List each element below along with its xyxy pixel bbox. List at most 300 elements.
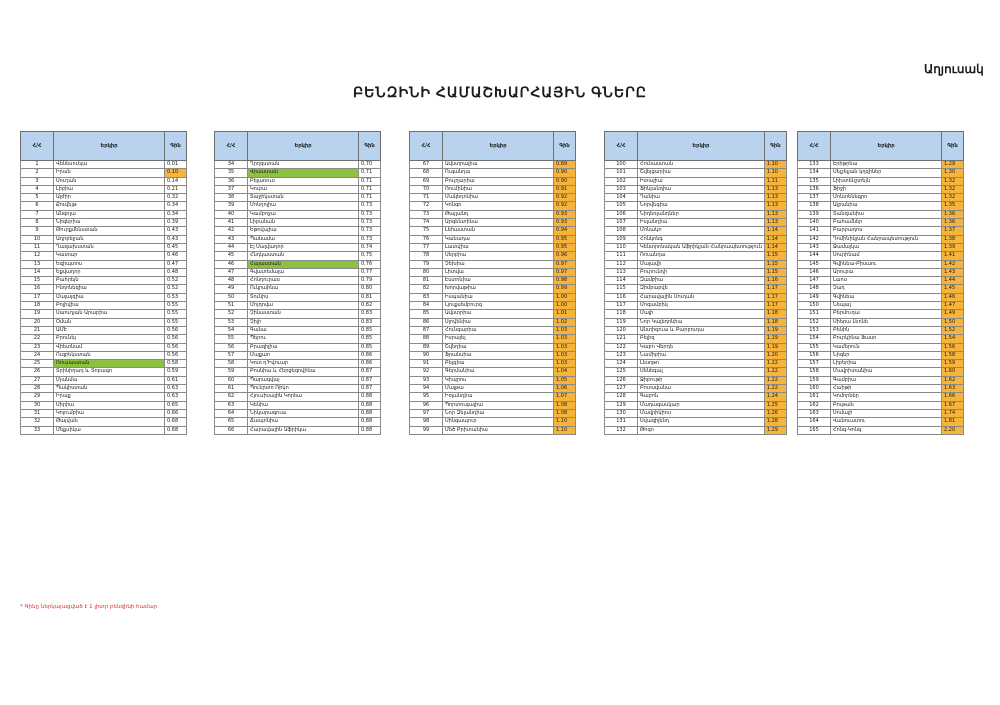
country-cell: Նամիբիա [638, 351, 765, 359]
price-cell: 0.71 [359, 194, 381, 202]
country-cell: Սինգապուր [443, 418, 554, 426]
table-row [215, 293, 381, 301]
price-cell: 1.17 [764, 302, 786, 310]
table-row [798, 343, 964, 351]
row-number: 159 [798, 376, 831, 384]
table-row [605, 277, 787, 285]
country-cell: Ֆրանսիա [443, 351, 554, 359]
country-cell: Չադ [831, 285, 942, 293]
country-cell: Սերբիա [443, 252, 554, 260]
price-cell: 0.80 [359, 285, 381, 293]
table-row [21, 235, 187, 243]
table-row [605, 161, 787, 169]
table-row [21, 385, 187, 393]
table-row [798, 335, 964, 343]
price-cell: 1.22 [764, 385, 786, 393]
country-cell: Սիրիա [54, 401, 165, 409]
table-row [798, 285, 964, 293]
price-cell: 1.54 [942, 335, 964, 343]
row-number: 32 [21, 418, 54, 426]
country-cell: Արուբա [831, 268, 942, 276]
country-cell: Բուրկինա Ֆասո [831, 335, 942, 343]
row-number: 33 [21, 426, 54, 434]
price-cell: 1.19 [764, 343, 786, 351]
row-number: 161 [798, 393, 831, 401]
row-number: 28 [21, 385, 54, 393]
price-cell: 0.55 [165, 310, 187, 318]
price-cell: 0.90 [554, 169, 576, 177]
price-cell: 0.73 [359, 210, 381, 218]
country-cell: Կոտ դ'Իվուար [248, 360, 359, 368]
price-cell: 1.30 [942, 169, 964, 177]
price-cell: 0.56 [165, 351, 187, 359]
price-cell: 0.88 [359, 409, 381, 417]
row-number: 103 [605, 185, 638, 193]
row-number: 2 [21, 169, 54, 177]
row-number: 42 [215, 227, 248, 235]
price-cell: 1.46 [942, 293, 964, 301]
table-row [410, 252, 576, 260]
country-cell: Հարավային Աֆրիկա [248, 426, 359, 434]
price-cell: 1.03 [554, 326, 576, 334]
row-number: 15 [21, 277, 54, 285]
price-cell: 1.67 [942, 401, 964, 409]
row-number: 66 [215, 426, 248, 434]
country-cell: Իսրայել [443, 335, 554, 343]
price-cell: 0.88 [359, 418, 381, 426]
row-number: 58 [215, 360, 248, 368]
country-cell: Սիերա Լեոնե [831, 318, 942, 326]
country-cell: Հարավային Սուդան [638, 293, 765, 301]
col-header-price: Գին [554, 132, 576, 161]
table-row [410, 335, 576, 343]
table-row [798, 318, 964, 326]
price-cell: 0.59 [165, 368, 187, 376]
country-cell: Հունաստան [638, 161, 765, 169]
table-row [798, 277, 964, 285]
country-cell: Չինաստան [248, 310, 359, 318]
row-number: 34 [215, 161, 248, 169]
table-row [798, 210, 964, 218]
price-cell: 0.52 [165, 277, 187, 285]
table-row [215, 343, 381, 351]
country-cell: Բոլիվիա [54, 302, 165, 310]
price-cell: 1.62 [942, 376, 964, 384]
row-number: 109 [605, 235, 638, 243]
col-header-number: Հ/Հ [410, 132, 443, 161]
row-number: 88 [410, 335, 443, 343]
row-number: 14 [21, 268, 54, 276]
row-number: 67 [410, 161, 443, 169]
row-number: 150 [798, 302, 831, 310]
country-cell: Վիետնամ [54, 343, 165, 351]
row-number: 93 [410, 376, 443, 384]
row-number: 115 [605, 285, 638, 293]
row-number: 111 [605, 252, 638, 260]
row-number: 85 [410, 310, 443, 318]
price-cell: 1.08 [554, 409, 576, 417]
country-cell: Շվեդիա [443, 343, 554, 351]
price-cell: 1.16 [764, 277, 786, 285]
row-number: 51 [215, 302, 248, 310]
price-cell: 1.03 [554, 351, 576, 359]
country-cell: Բենին [831, 326, 942, 334]
table-row [21, 351, 187, 359]
price-cell: 0.71 [359, 185, 381, 193]
price-cell: 0.94 [554, 227, 576, 235]
table-row [605, 351, 787, 359]
country-cell: Բուլղարիա [443, 177, 554, 185]
price-cell: 1.03 [554, 360, 576, 368]
country-cell: Գվատեմալա [248, 268, 359, 276]
price-cell: 1.56 [942, 343, 964, 351]
row-number: 19 [21, 310, 54, 318]
table-row [215, 252, 381, 260]
country-cell: Կամբոջա [248, 210, 359, 218]
country-cell: Լեսոթո [638, 360, 765, 368]
row-number: 133 [798, 161, 831, 169]
row-number: 165 [798, 426, 831, 434]
row-number: 101 [605, 169, 638, 177]
table-row [605, 235, 787, 243]
price-table-block [409, 131, 576, 435]
table-row [798, 252, 964, 260]
country-cell: Ռումինիա [443, 185, 554, 193]
table-row [798, 177, 964, 185]
row-number: 135 [798, 177, 831, 185]
table-header-row [605, 132, 787, 161]
table-row [215, 227, 381, 235]
country-cell: Նիգերիա [54, 219, 165, 227]
country-cell: Լյուքսեմբուրգ [443, 302, 554, 310]
country-cell: Մեծ Բրիտանիա [443, 426, 554, 434]
table-row [605, 426, 787, 434]
country-cell: Մակեդոնիա [443, 194, 554, 202]
price-cell: 0.55 [165, 318, 187, 326]
country-cell: Մալայզիա [54, 293, 165, 301]
price-cell: 0.95 [554, 243, 576, 251]
country-cell: Մալթա [443, 385, 554, 393]
country-cell: Վենեսուելա [54, 161, 165, 169]
country-cell: Բելիզ [638, 335, 765, 343]
price-cell: 0.88 [359, 401, 381, 409]
country-cell: Մալավի [638, 260, 765, 268]
price-cell: 1.14 [764, 243, 786, 251]
country-cell: Նոր Զելանդիա [443, 409, 554, 417]
row-number: 105 [605, 202, 638, 210]
row-number: 46 [215, 260, 248, 268]
price-cell: 0.48 [165, 268, 187, 276]
country-cell: Մյանմա [54, 376, 165, 384]
price-cell: 1.41 [942, 252, 964, 260]
table-row [798, 310, 964, 318]
table-row [410, 243, 576, 251]
country-cell: Սվազիլենդ [638, 418, 765, 426]
row-number: 95 [410, 393, 443, 401]
row-number: 100 [605, 161, 638, 169]
row-number: 132 [605, 426, 638, 434]
row-number: 110 [605, 243, 638, 251]
country-cell: Եգիպտոս [54, 260, 165, 268]
price-cell: 0.85 [359, 326, 381, 334]
price-cell: 0.39 [165, 219, 187, 227]
country-cell: Գերմանիա [443, 368, 554, 376]
row-number: 138 [798, 202, 831, 210]
country-cell: Հաիթի [831, 385, 942, 393]
table-row [215, 268, 381, 276]
row-number: 145 [798, 260, 831, 268]
country-cell: Հնդկաստան [248, 252, 359, 260]
row-number: 76 [410, 235, 443, 243]
country-cell: Լիբիա [54, 185, 165, 193]
price-cell: 0.71 [359, 169, 381, 177]
price-cell: 0.89 [554, 161, 576, 169]
country-cell: Ուզբեկստան [54, 351, 165, 359]
table-row [21, 360, 187, 368]
table-row [410, 161, 576, 169]
table-row [605, 326, 787, 334]
row-number: 79 [410, 260, 443, 268]
table-row [21, 318, 187, 326]
country-cell: Կանադա [443, 235, 554, 243]
country-cell: Կիպրոս [443, 376, 554, 384]
table-row [21, 194, 187, 202]
table-row [605, 393, 787, 401]
table-row [605, 194, 787, 202]
row-number: 5 [21, 194, 54, 202]
table-row [605, 169, 787, 177]
table-row [21, 376, 187, 384]
price-cell: 1.14 [764, 227, 786, 235]
table-row [605, 177, 787, 185]
table-row [798, 393, 964, 401]
country-cell: Դանիա [638, 194, 765, 202]
table-row [798, 409, 964, 417]
country-cell: Խորվաթիա [443, 285, 554, 293]
row-number: 127 [605, 385, 638, 393]
row-number: 151 [798, 310, 831, 318]
country-cell: Լաոս [831, 277, 942, 285]
price-cell: 0.52 [165, 285, 187, 293]
country-cell: Տրինիդադ և Տոբագո [54, 368, 165, 376]
country-cell: Ֆինլանդիա [638, 185, 765, 193]
table-label: Աղյուսակ [924, 62, 984, 76]
table-row [21, 335, 187, 343]
row-number: 144 [798, 252, 831, 260]
table-row [215, 360, 381, 368]
row-number: 112 [605, 260, 638, 268]
table-row [410, 202, 576, 210]
table-row [215, 310, 381, 318]
table-row [215, 401, 381, 409]
price-cell: 1.22 [764, 368, 786, 376]
price-cell: 1.60 [942, 368, 964, 376]
table-row [21, 260, 187, 268]
row-number: 37 [215, 185, 248, 193]
country-cell: Անգոլա [54, 210, 165, 218]
price-cell: 1.32 [942, 185, 964, 193]
col-header-number: Հ/Հ [21, 132, 54, 161]
price-cell: 1.74 [942, 409, 964, 417]
row-number: 16 [21, 285, 54, 293]
price-cell: 0.86 [359, 351, 381, 359]
col-header-country: Երկիր [443, 132, 554, 161]
price-cell: 0.93 [554, 219, 576, 227]
table-row [215, 219, 381, 227]
price-cell: 0.53 [165, 293, 187, 301]
row-number: 153 [798, 326, 831, 334]
price-cell: 1.08 [554, 401, 576, 409]
col-header-price: Գին [764, 132, 786, 161]
country-cell: Քուվեյթ [54, 202, 165, 210]
table-row [798, 260, 964, 268]
row-number: 87 [410, 326, 443, 334]
price-cell: 0.10 [165, 169, 187, 177]
country-cell: Բոսնիա և Հերցեգովինա [248, 368, 359, 376]
country-cell: Անտիգուա և Բարբուդա [638, 326, 765, 334]
table-row [605, 318, 787, 326]
price-cell: 1.37 [942, 227, 964, 235]
row-number: 80 [410, 268, 443, 276]
row-number: 10 [21, 235, 54, 243]
row-number: 53 [215, 318, 248, 326]
row-number: 124 [605, 360, 638, 368]
row-number: 122 [605, 343, 638, 351]
price-cell: 0.79 [359, 277, 381, 285]
table-row [798, 169, 964, 177]
price-cell: 0.88 [359, 426, 381, 434]
country-cell: Ինդոնեզիա [54, 285, 165, 293]
table-row [215, 335, 381, 343]
table-row [410, 277, 576, 285]
row-number: 96 [410, 401, 443, 409]
row-number: 130 [605, 409, 638, 417]
table-header-row [21, 132, 187, 161]
row-number: 94 [410, 385, 443, 393]
price-table-block [797, 131, 964, 435]
row-number: 152 [798, 318, 831, 326]
row-number: 41 [215, 219, 248, 227]
country-cell: Թայլանդ [443, 210, 554, 218]
table-row [798, 360, 964, 368]
price-cell: 0.73 [359, 235, 381, 243]
country-cell: Նոր Կալեդոնիա [638, 318, 765, 326]
table-row [215, 385, 381, 393]
row-number: 62 [215, 393, 248, 401]
price-cell: 1.13 [764, 219, 786, 227]
table-row [410, 235, 576, 243]
country-cell: Պերու [248, 335, 359, 343]
row-number: 158 [798, 368, 831, 376]
country-cell: Սենեգալ [638, 368, 765, 376]
country-cell: Հայաստան [248, 260, 359, 268]
table-row [215, 351, 381, 359]
country-cell: Մոնակո [638, 227, 765, 235]
table-row [410, 310, 576, 318]
price-cell: 1.13 [764, 194, 786, 202]
price-cell: 0.56 [165, 326, 187, 334]
country-cell: Պանամա [248, 235, 359, 243]
price-cell: 1.25 [764, 401, 786, 409]
row-number: 68 [410, 169, 443, 177]
price-cell: 1.26 [764, 409, 786, 417]
price-cell: 0.96 [554, 252, 576, 260]
row-number: 147 [798, 277, 831, 285]
row-number: 9 [21, 227, 54, 235]
row-number: 114 [605, 277, 638, 285]
table-row [21, 252, 187, 260]
table-row [410, 285, 576, 293]
row-number: 73 [410, 210, 443, 218]
row-number: 17 [21, 293, 54, 301]
country-cell: Բահրեյն [54, 277, 165, 285]
table-row [798, 194, 964, 202]
table-row [605, 210, 787, 218]
row-number: 108 [605, 227, 638, 235]
row-number: 142 [798, 235, 831, 243]
price-cell: 1.39 [942, 243, 964, 251]
price-cell: 0.77 [359, 268, 381, 276]
price-cell: 0.97 [554, 260, 576, 268]
col-header-country: Երկիր [54, 132, 165, 161]
row-number: 157 [798, 360, 831, 368]
col-header-number: Հ/Հ [605, 132, 638, 161]
country-cell: Բելառուս [248, 177, 359, 185]
row-number: 154 [798, 335, 831, 343]
row-number: 123 [605, 351, 638, 359]
country-cell: Կենիա [248, 401, 359, 409]
country-cell: Հոնգ-Կոնգ [831, 426, 942, 434]
row-number: 18 [21, 302, 54, 310]
row-number: 148 [798, 285, 831, 293]
row-number: 3 [21, 177, 54, 185]
price-cell: 0.95 [554, 235, 576, 243]
table-row [798, 426, 964, 434]
table-row [410, 343, 576, 351]
country-cell: Չիլի [248, 318, 359, 326]
country-cell: Բոտսվանա [638, 385, 765, 393]
price-cell: 0.71 [359, 177, 381, 185]
row-number: 89 [410, 343, 443, 351]
price-cell: 1.03 [554, 343, 576, 351]
table-row [605, 268, 787, 276]
row-number: 69 [410, 177, 443, 185]
country-cell: Մավրիտանիա [831, 368, 942, 376]
table-row [410, 185, 576, 193]
table-row [605, 185, 787, 193]
row-number: 143 [798, 243, 831, 251]
row-number: 86 [410, 318, 443, 326]
country-cell: Հոնկոնգ [638, 235, 765, 243]
price-cell: 1.10 [764, 169, 786, 177]
table-row [410, 409, 576, 417]
row-number: 11 [21, 243, 54, 251]
price-cell: 1.18 [764, 318, 786, 326]
table-row [215, 302, 381, 310]
price-cell: 1.28 [764, 418, 786, 426]
table-row [605, 409, 787, 417]
country-cell: Թայվան [54, 418, 165, 426]
country-cell: Իտալիա [638, 177, 765, 185]
price-cell: 0.87 [359, 376, 381, 384]
table-row [605, 385, 787, 393]
table-row [21, 169, 187, 177]
table-row [21, 185, 187, 193]
table-row [215, 202, 381, 210]
col-header-country: Երկիր [248, 132, 359, 161]
price-cell: 0.83 [359, 318, 381, 326]
row-number: 63 [215, 401, 248, 409]
